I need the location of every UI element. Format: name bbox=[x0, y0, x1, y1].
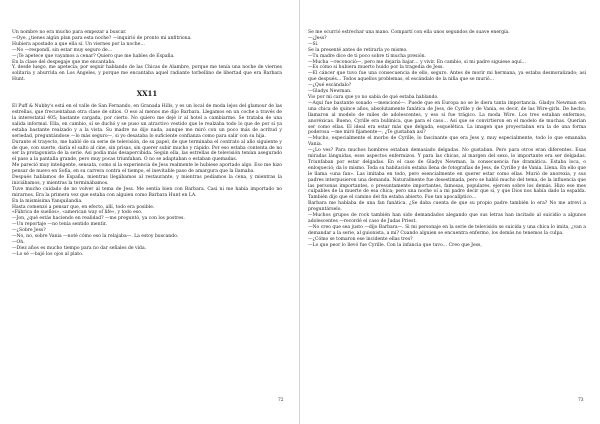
paragraph: —Mucha —reconoció—, pero me dejaría bajar… y vivir. En cambio, si mi padre siguiese aquí… bbox=[308, 59, 527, 65]
left-body bbox=[12, 104, 282, 258]
paragraph: —Tu madre dice de ti poco sobre tí mucha presión. bbox=[308, 53, 426, 59]
paragraph: «Fábrica de sueños», «american way of life», y todo eso. bbox=[12, 210, 143, 216]
paragraph: —Aquí fue bastante sonado —mencionó—. Puede que en Europa no se le diera tanta importancia. Gladys Newman era una chica de quince años, absolutamente fanática de Jess, de Cyrille y de Vania, es decir, de las Wire-girls. De hecho, llamaron al modelo de miles de adolescentes, y eso sí fue trágico. La moda Wire. Los tres estaban enfermos, anoréxicas. Bueno, Cyrille era bulímica, que para el caso… Así que se convirtieron en el modelo de muchas. Querían ser como ellas. El ideal era estar más que delgada, esquelética. La imagen que proyectaban era la de una forma poderosa —me miró fijamente—, ¿Te gustaban así? bbox=[308, 100, 586, 136]
paragraph: Se me ocurrió estrechar una mano. Compartí con ella unos segundos de suave energía. bbox=[308, 30, 510, 35]
right-page bbox=[308, 30, 586, 249]
paragraph: Tuve mucho cuidado de no volver al tema de Jess. Me sentía bien con Barbara. Casi ni me había importado no mirarnos. Era la primera vez que estaba con alguien como Barbara Hunt en LA. bbox=[12, 186, 282, 198]
paragraph: —No creo que sea justo —dijo Barbara—. Si mi personaje en la serie de televisión se suicida y una chica lo imita, ¿van a demandar a la serie, al guionista, a mí? Cuando alguien se encuentra enfermo, los demás no tenemos la culpa. bbox=[308, 224, 586, 236]
paragraph: Barbara me hablaba de una fan fanática. ¿Se daba cuenta de que su propio padre también lo era? No me atreví a preguntárselo. bbox=[308, 201, 586, 213]
paragraph: Un nombre no era mucho para empezar a buscar. bbox=[12, 30, 127, 35]
paragraph: —Oye, ¿tienes algún plan para esta noche? —inquirió de pronto mi anfitriona. bbox=[12, 35, 192, 41]
paragraph: —¿Jess? bbox=[308, 35, 327, 41]
paragraph: En la mismísima Yanquilandia. bbox=[12, 198, 83, 204]
paragraph: —Muchos grupos de rock también han sido demandados alegando que sus letras han incitado al suicidio a algunos adolescentes —recordé el caso de Judas Priest. bbox=[308, 213, 586, 224]
paragraph: El Puff & Nubby's está en el valle de San Fernando, en Granada Hills, y es un local de moda lejos del glamour de las estrellas, que frecuentaban otra clase de sitios. O eso al menos me dijo Barbara. Llegamos en un coche a través de la interestatal 405; bastante cargada, por cierto. No quiero me dejé ir al hotel a cambiarme. Se trataba de una salida informal. Ella, en cambio, sí se duchó y se puso un atractivo vestido que le realzaba todo lo que de por sí ya estaba bastante realzado y a la vista. Su madre no dijo nada, aunque me miró con un poco más de acritud y seriedad, preguntándose —lo más seguro—, si yo desataba lo suficiente confianza como para salir con su hija. bbox=[12, 104, 282, 139]
paragraph: —Jon, ¿qué estás haciendo en realidad? —me preguntó, ya con los postres. bbox=[12, 216, 185, 222]
paragraph: —Lo que peor lo llevó fue Cyrille. Con la infancia que tuvo… Creo que Jess, bbox=[308, 242, 482, 248]
left-page-number: 72 bbox=[278, 398, 284, 403]
paragraph: —Gladys Newman. bbox=[308, 89, 352, 95]
paragraph: Durante el trayecto, me habló de su serie de televisión, de su papel, de que terminaba el contrato al año siguiente y de que, con suerte, daría el salto al cine, sin prisas, sin querer subir mucho y rápido. Por eso estaba contenta de no ser la protagonista de la serie. Así podía más desapercibida. Según ella, las estrellas de televisión tenían asegurado el paso a la pantalla grande, pero muy pocas triunfaban. O no se adaptaban o estaban quemadas. bbox=[12, 139, 282, 163]
paragraph: —Es cómo si hubiera muerto huido por la tragedia de Jess. bbox=[308, 65, 444, 71]
paragraph: —¿Cómo se tomaron ese incidente ellas tres? bbox=[308, 236, 413, 242]
paragraph: —¡Te apetece que vayamos a cenar? Quiero que me hables de España. bbox=[12, 53, 175, 59]
paragraph: Vio por mi cara que yo no sabía de qué estaba hablando. bbox=[308, 94, 439, 100]
left-intro bbox=[12, 30, 282, 83]
right-page-number: 73 bbox=[578, 398, 584, 403]
paragraph: —No —respondí, sin estar muy seguro de… bbox=[12, 47, 113, 53]
paragraph: —¿Qué escándalo? bbox=[308, 83, 352, 89]
paragraph: —Diez años es mucho tiempo para no dar señales de vida. bbox=[12, 245, 147, 251]
paragraph: Se la presenté antes de retirarla yo mismo. bbox=[308, 47, 408, 53]
paragraph: —Sí. bbox=[308, 41, 319, 47]
paragraph: Después hablamos de España, mientras llegábamos al restaurante, y mientras pedíamos la cena, y mientras la iniciábamos, y mientras la terminábamos. bbox=[12, 175, 282, 186]
paragraph: —Oh. bbox=[12, 240, 25, 245]
paragraph: Y, desde luego, me apetecía; por seguir hablando de las Chicas de Alambre, porque me tenía una noche de viernes solitaria y aburrida en Los Ángeles, y porque me encantaba aquel radiante torbellino de libertad que era Barbara Hunt. bbox=[12, 65, 282, 83]
paragraph: Hasta comenzó a pensar que, en efecto, allí, todo era posible. bbox=[12, 204, 155, 210]
paragraph: —No, no, sobre Vania —noté cómo eso la relajaba—. La estoy buscando. bbox=[12, 234, 179, 240]
paragraph: —El cáncer que tuvo fue una consecuencia de ello, seguro. Antes de morir mi hermana, ya estaba desmoralizado; así que después… Todos aquellos problemas, el escándalo de la niña que se murió… bbox=[308, 71, 586, 83]
left-page bbox=[12, 30, 282, 258]
paragraph: —¿Sobre Jess? bbox=[12, 228, 46, 234]
paragraph: —¿Lo ves? Para muchos hombres estaban demasiado delgadas. No gustaban. Pero para otros eran diferentes. Esas miradas lánguidas, esos aspectos enfermizos. Y para las chicas, al margen del sexo, lo importante era ser delgadas. Triunfaban por estar delgadas. En el caso de Gladys Newman, la consecuencia fue dramática. Estaba loca, o enloqueció; da lo mismo. Toda su habitación estaba llena de fotografías de Jess, de Cyrille y de Vania. Llena. En ello que le llama «una fan». Las imitaba en todo, pero esencialmente en querer estar como ellas. Murió de anorexia, y sus padres interpusieron una demanda. Naturalmente fue desestimada, pero se habló mucho del tema, de la influencia que las personas importantes, o presuntamente importantes, famosas, populares, ejercen sobre los demás. Hizo ese mes culpables de la muerte de esa chica; pero una noche oí a mi padre decir que sí, y que Dios nos había dado la espalda. También dijo que el camino del fin estaba abierto. Fue tan apocalíptico… bbox=[308, 148, 586, 201]
chapter-heading: XX11 bbox=[136, 89, 158, 99]
paragraph: —Un reportaje —no tenía sentido mentir. bbox=[12, 222, 107, 228]
paragraph: —Mucho, especialmente el morbo de Cyrille, lo fascinante que era Jess y, muy especialmente, todo lo que emanaba Vania. bbox=[308, 136, 586, 148]
paragraph: Hubiera apostado a que ella sí. Un viernes por la noche… bbox=[12, 41, 145, 47]
page-gutter bbox=[299, 0, 300, 424]
paragraph: Me pareció muy inteligente, sensata, como si la experiencia de Jess realmente le hubiese aportado algo. Eso me hizo pensar de nuevo en Sofía, en su carrera contra el tiempo, el inevitable paso de amargura que la llamaba. bbox=[12, 163, 282, 175]
paragraph: En la clase del despegaje que me encantaba. bbox=[12, 59, 116, 65]
paragraph: —Lo sé —bajó los ojos al plato. bbox=[12, 251, 84, 257]
